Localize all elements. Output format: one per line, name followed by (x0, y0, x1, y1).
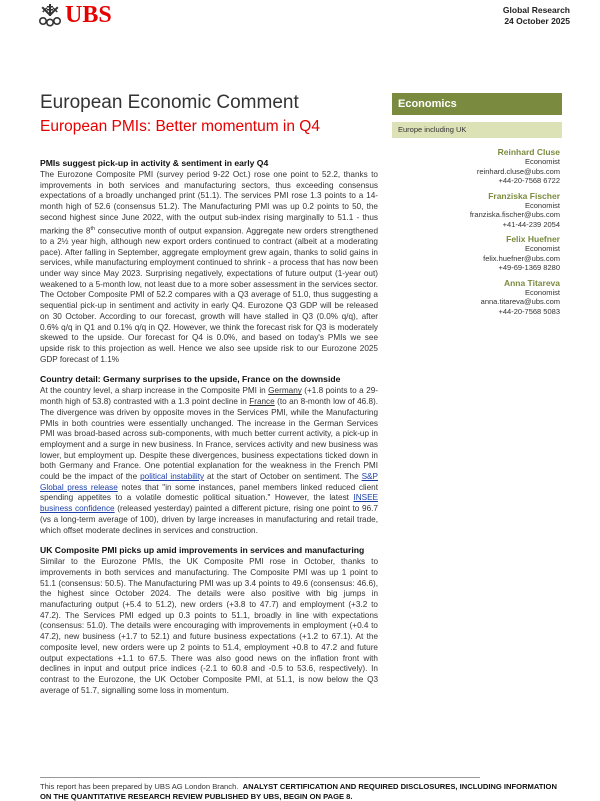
analyst-list (392, 147, 562, 316)
footer-divider (40, 777, 480, 778)
sp-global-press-release-link[interactable]: S&P Global press release (40, 472, 378, 492)
section-paragraph: At the country level, a sharp increase in the Composite PMI in Germany (+1.8 points to a 29-month high of 53.8) contrasted with a 1.3 point decline in France (to an 8-month low of 46.8). The divergence was driven by opposite moves in the Services PMI, while the Manufacturing PMIs in both countries were essentially unchanged. The increase in the German Services PMI was broad-based across sub-components, with much better current activity, a pick-up in employment and a surge in new business. In France, services activity and new business was lower, but employment up. Despite these divergences, business expectations ticked down in both Germany and France. One potential explanation for the weakness in the French PMI could be the impact of the political instability at the start of October on sentiment. The S&P Global press release notes that "in some instances, panel members linked reduced client spending appetites to a volatile domestic political situation." However, the latest INSEE business confidence (released yesterday) painted a different picture, rising one point to 96.7 (vs a long-term average of 100), driven by large increases in manufacturing and retail trade, which offset moderate declines in services and construction. (40, 386, 379, 535)
analyst-email[interactable]: reinhard.cluse@ubs.com (476, 166, 560, 176)
analyst-phone: +44-20-7568 6722 (498, 176, 560, 185)
analyst-card (392, 191, 560, 230)
disclosure-footer (40, 782, 560, 801)
three-keys-icon (38, 3, 62, 27)
analyst-name: Felix Huefner (506, 234, 560, 244)
analyst-email[interactable]: felix.huefner@ubs.com (483, 253, 560, 263)
analyst-role: Economist (524, 200, 560, 210)
analyst-card (392, 147, 560, 186)
prepared-by-text: This report has been prepared by UBS AG London Branch. (40, 782, 239, 791)
france-link[interactable]: France (249, 397, 275, 407)
analyst-phone: +41-44-239 2054 (502, 219, 560, 229)
analyst-name: Franziska Fischer (488, 190, 560, 201)
section-paragraph: The Eurozone Composite PMI (survey period 9-22 Oct.) rose one point to 52.2, thanks to improvements in both services and manufacturing sectors, thus exceeding consensus expectations of a broadly unchanged print (51.1). The services PMI rose 1.3 points to a 14-month high of 52.6 (consensus 51.2). The Manufacturing PMI was up 0.2 points to 50, the second highest since June 2022, with the output sub-index rising marginally to 51.1 - thus marking the 8th consecutive month of output expansion. Aggregate new orders strengthened to a 2½ year high, although new export orders continued to contract (albeit at a moderating pace). After falling in September, aggregate employment grew again, thanks to solid gains in services, while manufacturing employment continued to shrink - a process that has now been under way since May 2023. Surprising negatively, expectations of future output (1-year out) weakened to a 5-month low, not least due to a more sober assessment in the services sector. The October Composite PMI of 52.2 compares with a Q3 average of 51.0, thus suggesting a sequential pick-up in sentiment and activity in early Q4. Eurozone Q3 GDP will be released on 30 October. According to our forecast, growth will have stalled in Q3 (0.0% q/q), after 0.6% q/q in Q1 and 0.1% q/q in Q2. However, we think the forecast risk for Q3 is moderately skewed to the upside. Our forecast for Q4 is 0.0%, and based on today's PMIs we see upside risk to this projection as well. Hence we also see upside risk to our Eurozone 2025 GDP forecast of 1.1% (40, 170, 379, 364)
analyst-card (392, 278, 560, 317)
analyst-phone: +49-69-1369 8280 (498, 263, 560, 272)
section-heading: PMIs suggest pick-up in activity & sentiment in early Q4 (40, 158, 269, 168)
series-title: European Economic Comment (40, 92, 299, 113)
analyst-role: Economist (524, 244, 560, 253)
category-badge: Economics (392, 93, 562, 115)
analyst-card (392, 234, 560, 273)
region-badge: Europe including UK (392, 122, 562, 138)
ubs-logo (38, 2, 112, 28)
section-paragraph: Similar to the Eurozone PMIs, the UK Composite PMI rose in October, thanks to improvements in both services and manufacturing. The Composite PMI was up 1 point to 51.1 (consensus: 50.5). The Manufacturing PMI was up 3.4 points to 49.6 (consensus: 46.6), the highest since October 2024. The details were also positive with big jumps in manufacturing output (+5.4 to 51.2), new orders (+3.8 to 47.7) and employment (+3.2 to 47.2). The Services PMI edged up 0.3 points to 51.1, broadly in line with expectations (consensus: 51.0). The details were encouraging with improvements in employment (+0.4 to 47.2), new business (+1.7 to 52.1) and future business expectations (+1.2 to 67.1). At the composite level, new orders were up 2 points to 51.4, employment +0.8 to 47.2 and future output expectations +1.1 to 67.5. There was also good news on the inflation front with declines in input and output price indices (-2.1 to 60.8 and -0.5 to 53.6, respectively). In contrast to the Eurozone, the UK October Composite PMI, at 51.1, is now below the Q3 average of 51.7, signalling some loss in momentum. (40, 557, 378, 695)
analyst-name: Reinhard Cluse (497, 147, 560, 157)
analyst-email[interactable]: anna.titareva@ubs.com (480, 297, 560, 306)
section-heading: Country detail: Germany surprises to the upside, France on the downside (40, 374, 341, 385)
analyst-email[interactable]: franziska.fischer@ubs.com (469, 210, 560, 219)
report-header (503, 5, 570, 27)
political-instability-link[interactable]: political instability (140, 472, 205, 482)
analyst-role: Economist (524, 157, 560, 166)
analyst-role: Economist (524, 287, 560, 297)
sidebar (392, 93, 562, 321)
division-label: Global Research (502, 5, 570, 15)
germany-link[interactable]: Germany (268, 386, 302, 396)
analyst-phone: +44-20-7568 5083 (498, 306, 560, 316)
insee-business-confidence-link[interactable]: INSEE business confidence (40, 493, 378, 514)
report-title: European PMIs: Better momentum in Q4 (40, 118, 320, 135)
brand-name: UBS (65, 2, 112, 28)
analyst-name: Anna Titareva (503, 277, 560, 288)
section-heading: UK Composite PMI picks up amid improvements in services and manufacturing (40, 545, 365, 556)
disclosure-text: ANALYST CERTIFICATION AND REQUIRED DISCLOSURES, INCLUDING INFORMATION ON THE QUANTITATIVE RESEARCH REVIEW PUBLISHED BY UBS, BEGIN ON PAGE 8. (40, 782, 557, 801)
report-body (40, 158, 378, 705)
report-date: 24 October 2025 (504, 16, 570, 26)
